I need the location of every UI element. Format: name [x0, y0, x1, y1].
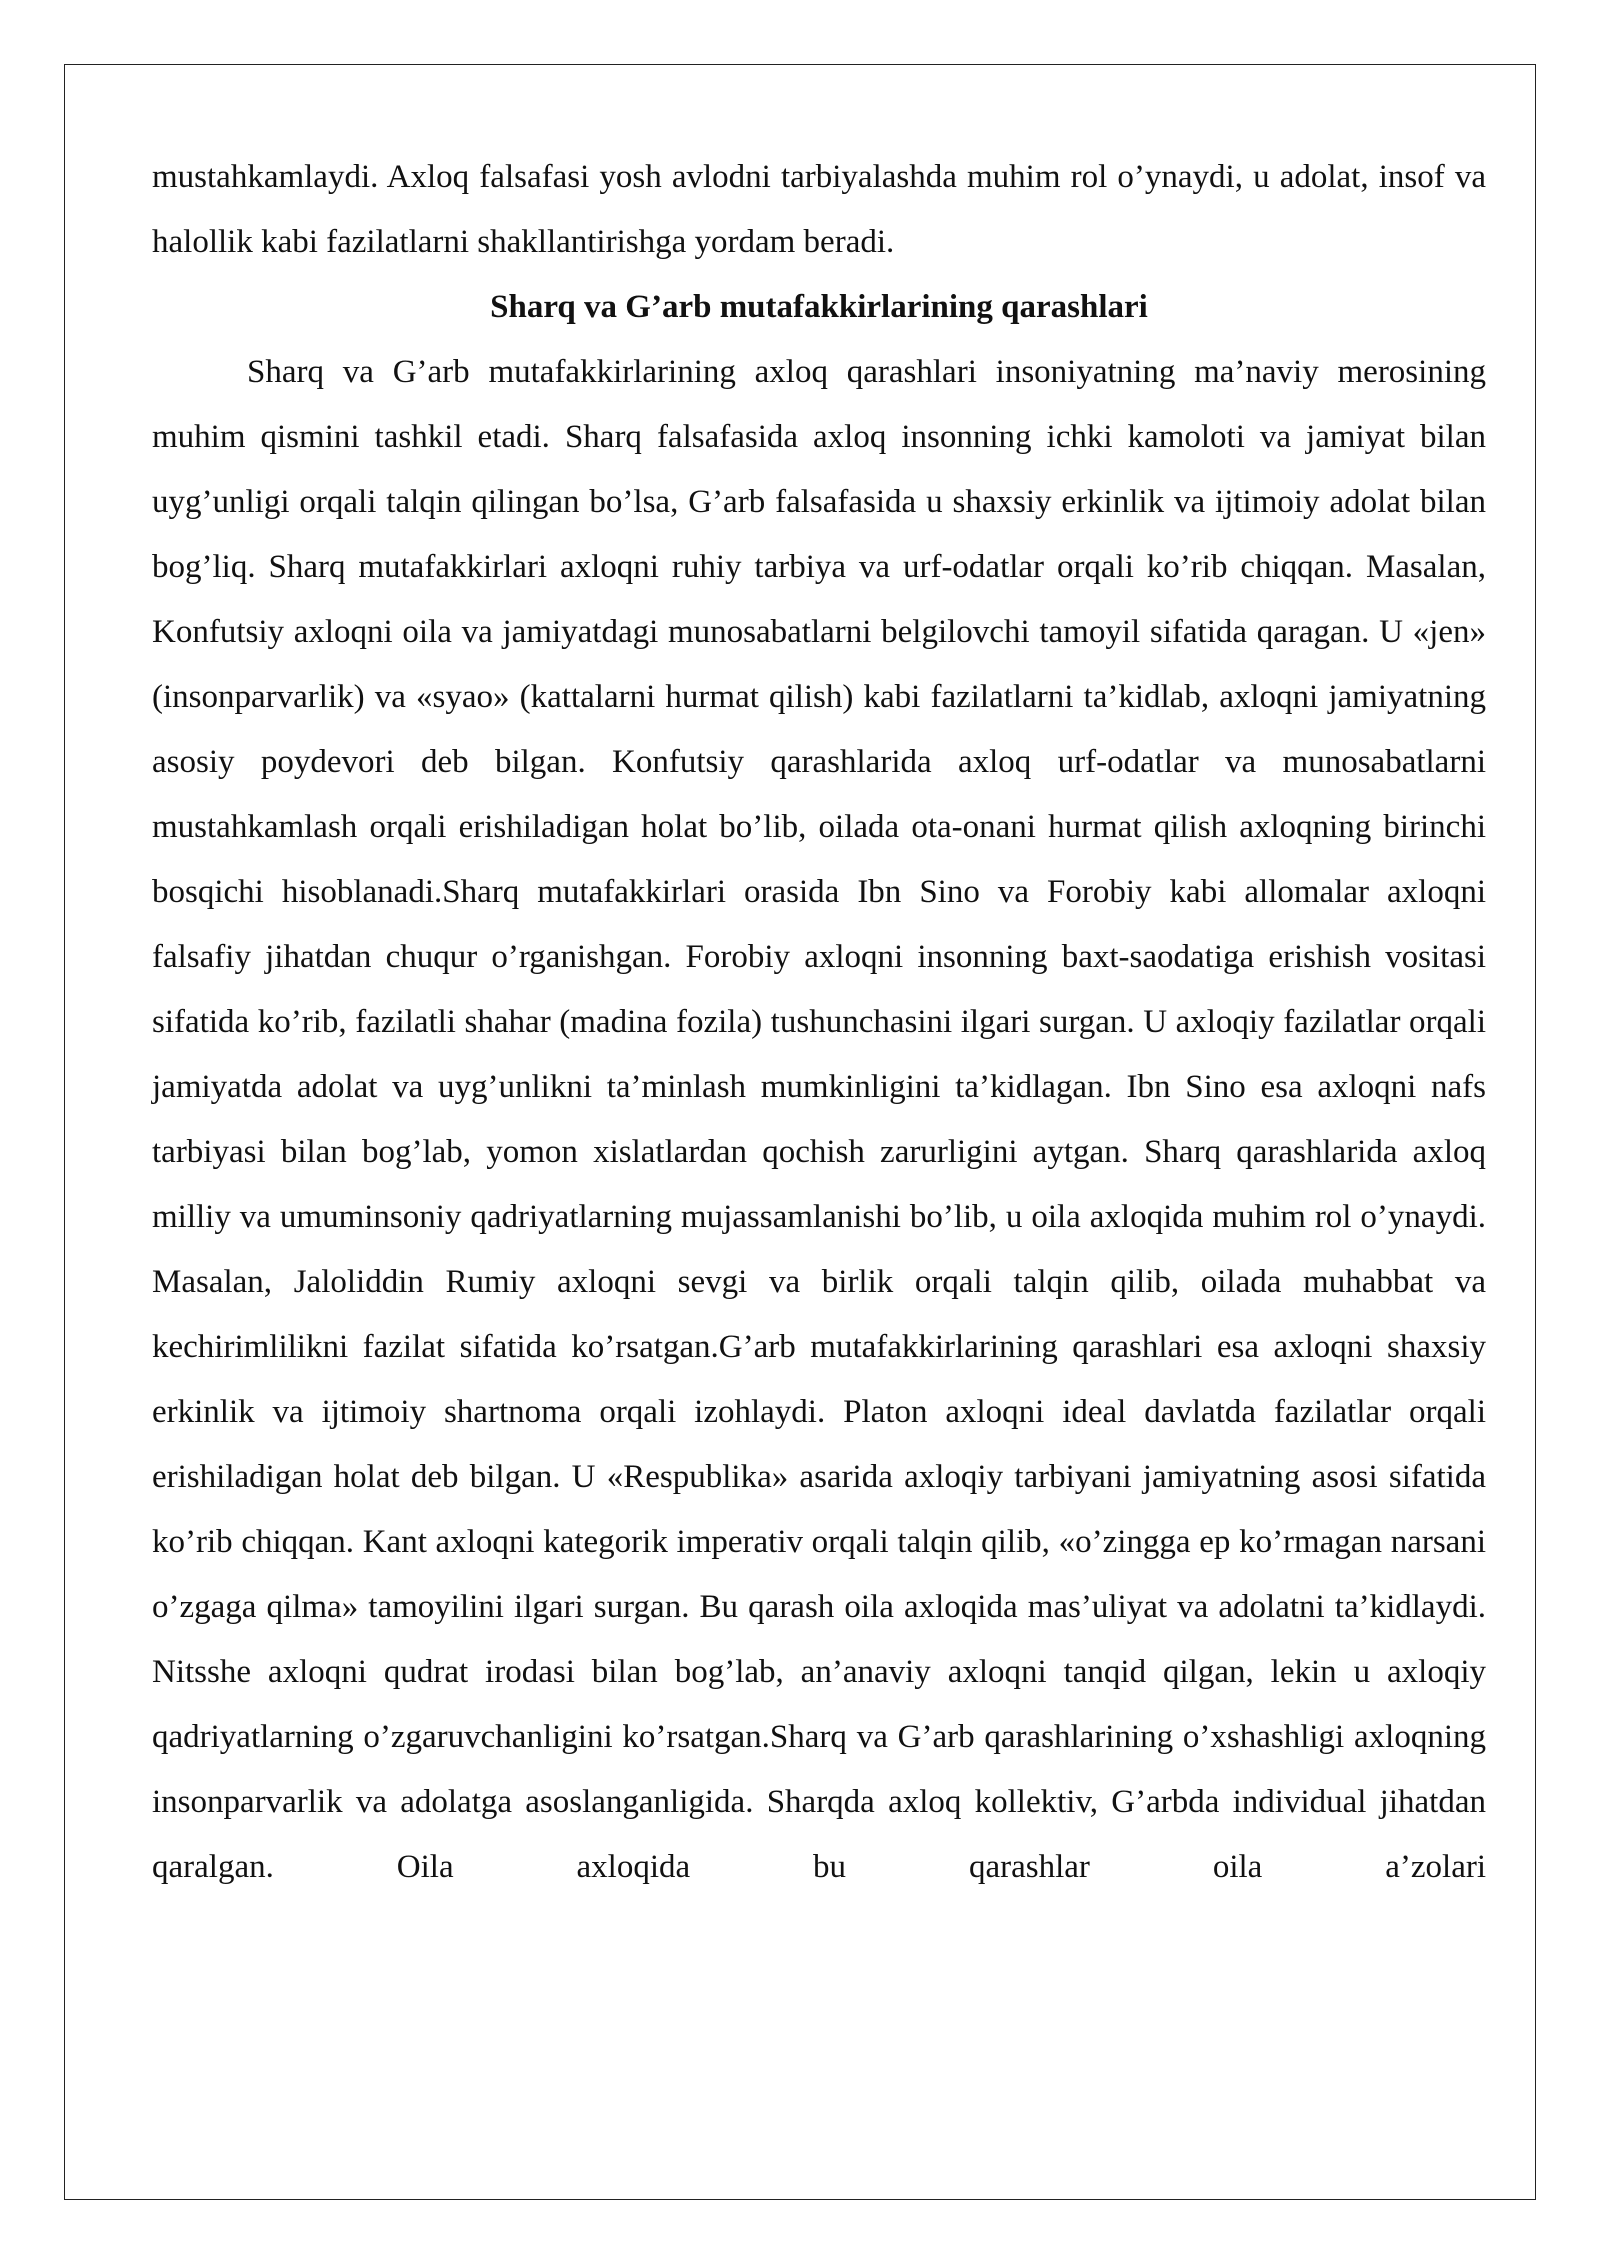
intro-paragraph: mustahkamlaydi. Axloq falsafasi yosh avlodni tarbiyalashda muhim rol o’ynaydi, u adolat, insof va halollik kabi fazilatlarni shakllantirishga yordam beradi.: [152, 159, 1486, 260]
section-heading: Sharq va G’arb mutafakkirlarining qarashlari: [490, 289, 1148, 325]
main-paragraph: Sharq va G’arb mutafakkirlarining axloq qarashlari insoniyatning ma’naviy merosining muhim qismini tashkil etadi. Sharq falsafasida axloq insonning ichki kamoloti va jamiyat bilan uyg’unligi orqali talqin qilingan bo’lsa, G’arb falsafasida u shaxsiy erkinlik va ijtimoiy adolat bilan bog’liq. Sharq mutafakkirlari axloqni ruhiy tarbiya va urf-odatlar orqali ko’rib chiqqan. Masalan, Konfutsiy axloqni oila va jamiyatdagi munosabatlarni belgilovchi tamoyil sifatida qaragan. U «jen» (insonparvarlik) va «syao» (kattalarni hurmat qilish) kabi fazilatlarni ta’kidlab, axloqni jamiyatning asosiy poydevori deb bilgan. Konfutsiy qarashlarida axloq urf-odatlar va munosabatlarni mustahkamlash orqali erishiladigan holat bo’lib, oilada ota-onani hurmat qilish axloqning birinchi bosqichi hisoblanadi.Sharq mutafakkirlari orasida Ibn Sino va Forobiy kabi allomalar axloqni falsafiy jihatdan chuqur o’rganishgan. Forobiy axloqni insonning baxt-saodatiga erishish vositasi sifatida ko’rib, fazilatli shahar (madina fozila) tushunchasini ilgari surgan. U axloqiy fazilatlar orqali jamiyatda adolat va uyg’unlikni ta’minlash mumkinligini ta’kidlagan. Ibn Sino esa axloqni nafs tarbiyasi bilan bog’lab, yomon xislatlardan qochish zarurligini aytgan. Sharq qarashlarida axloq milliy va umuminsoniy qadriyatlarning mujassamlanishi bo’lib, u oila axloqida muhim rol o’ynaydi. Masalan, Jaloliddin Rumiy axloqni sevgi va birlik orqali talqin qilib, oilada muhabbat va kechirimlilikni fazilat sifatida ko’rsatgan.G’arb mutafakkirlarining qarashlari esa axloqni shaxsiy erkinlik va ijtimoiy shartnoma orqali izohlaydi. Platon axloqni ideal davlatda fazilatlar orqali erishiladigan holat deb bilgan. U «Respublika» asarida axloqiy tarbiyani jamiyatning asosi sifatida ko’rib chiqqan. Kant axloqni kategorik imperativ orqali talqin qilib, «o’zingga ep ko’rmagan narsani o’zgaga qilma» tamoyilini ilgari surgan. Bu qarash oila axloqida mas’uliyat va adolatni ta’kidlaydi. Nitsshe axloqni qudrat irodasi bilan bog’lab, an’anaviy axloqni tanqid qilgan, lekin u axloqiy qadriyatlarning o’zgaruvchanligini ko’rsatgan.Sharq va G’arb qarashlarining o’xshashligi axloqning insonparvarlik va adolatga asoslanganligida. Sharqda axloq kollektiv, G’arbda individual jihatdan qaralgan. Oila axloqida bu qarashlar oila a’zolari: [152, 354, 1486, 1885]
page-content: [152, 145, 1486, 1900]
